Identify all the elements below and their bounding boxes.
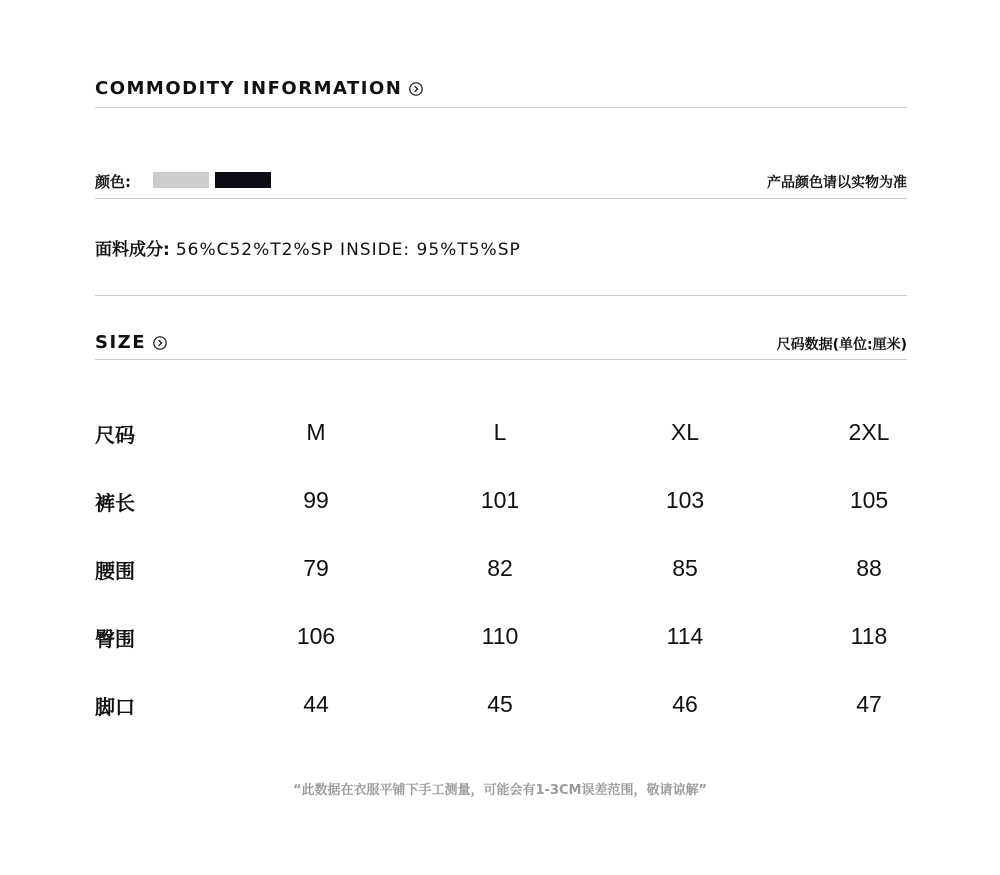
table-cell: 79	[303, 555, 329, 581]
size-unit-note: 尺码数据(单位:厘米)	[776, 337, 907, 353]
table-cell: 46	[672, 691, 698, 717]
chevron-circle-right-icon	[409, 82, 423, 96]
size-header-cell: 2XL	[848, 419, 890, 445]
divider	[95, 295, 907, 296]
table-cell: 99	[303, 487, 329, 513]
fabric-label: 面料成分:	[95, 240, 170, 260]
divider	[95, 198, 907, 199]
table-row-label: 臀围	[95, 627, 135, 651]
size-header-cell: M	[306, 419, 326, 445]
table-cell: 45	[487, 691, 513, 717]
fabric-info	[95, 235, 521, 260]
size-section-title	[95, 332, 167, 353]
table-row-label: 脚口	[95, 695, 135, 719]
chevron-circle-right-icon	[153, 336, 167, 350]
table-cell: 110	[481, 623, 519, 649]
commodity-section-title	[95, 78, 423, 99]
divider	[95, 359, 907, 360]
table-cell: 82	[487, 555, 513, 581]
commodity-title-text: COMMODITY INFORMATION	[95, 78, 403, 99]
table-cell: 118	[850, 623, 888, 649]
color-swatch-grey	[153, 172, 209, 188]
table-cell: 101	[480, 487, 520, 513]
table-row-label: 裤长	[95, 491, 135, 515]
size-header-cell: XL	[670, 419, 700, 445]
table-cell: 106	[296, 623, 336, 649]
table-cell: 85	[672, 555, 698, 581]
table-cell: 44	[303, 691, 329, 717]
table-cell: 114	[666, 623, 704, 649]
color-label: 颜色:	[95, 173, 131, 191]
table-cell: 88	[856, 555, 882, 581]
divider	[95, 107, 907, 108]
fabric-value: 56%C52%T2%SP INSIDE: 95%T5%SP	[175, 240, 521, 260]
table-row-label: 腰围	[95, 559, 135, 583]
measurement-footnote: “此数据在衣服平铺下手工测量，可能会有1-3CM误差范围，敬请谅解”	[292, 783, 708, 798]
color-swatch-black	[215, 172, 271, 188]
size-table-header-label: 尺码	[95, 423, 135, 447]
table-cell: 105	[849, 487, 889, 513]
table-cell: 47	[856, 691, 882, 717]
size-title-text: SIZE	[95, 332, 147, 353]
size-header-cell: L	[493, 419, 507, 445]
table-cell: 103	[665, 487, 705, 513]
color-note: 产品颜色请以实物为准	[767, 175, 907, 191]
